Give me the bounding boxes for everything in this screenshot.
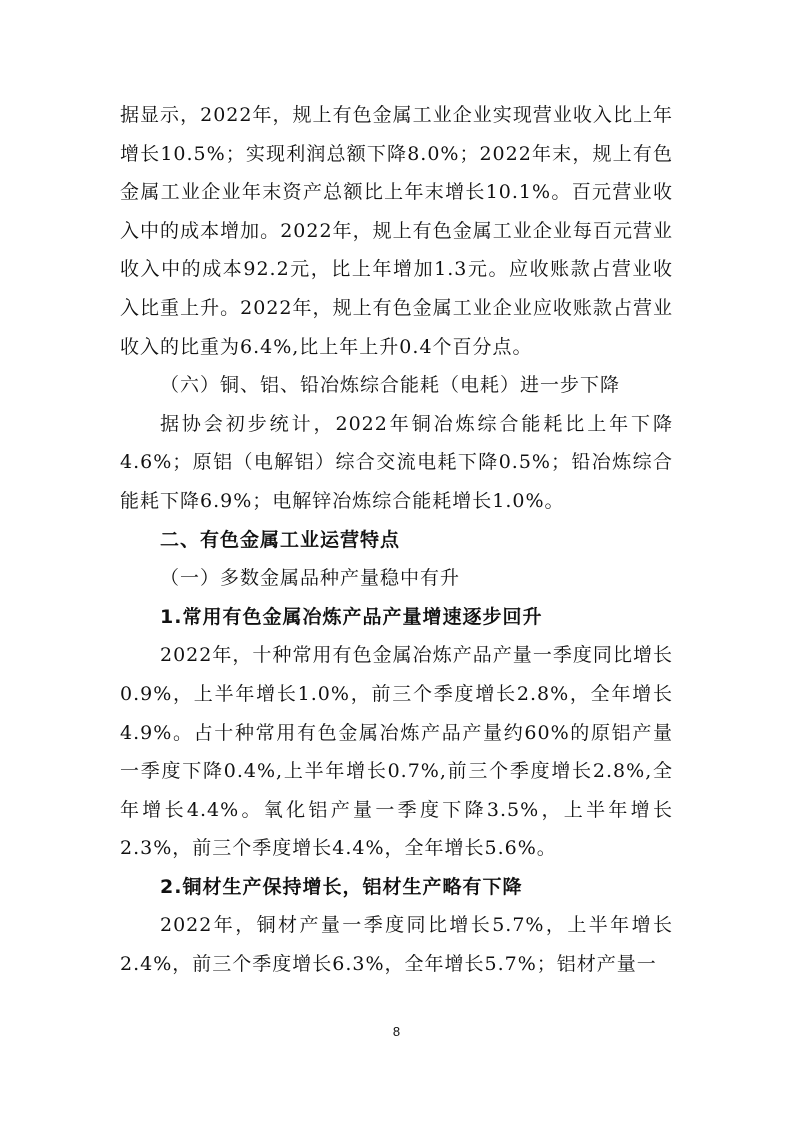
- document-body: [120, 96, 673, 984]
- paragraph-energy-stats: 据协会初步统计，2022年铜冶炼综合能耗比上年下降4.6%；原铝（电解铝）综合交流电耗下降0.5%；铅冶炼综合能耗下降6.9%；电解锌冶炼综合能耗增长1.0%。: [120, 412, 673, 512]
- heading-production-output: （一）多数金属品种产量稳中有升: [160, 567, 461, 590]
- paragraph-financials: 据显示，2022年，规上有色金属工业企业实现营业收入比上年增长10.5%；实现利润总额下降8.0%；2022年末，规上有色金属工业企业年末资产总额比上年末增长10.1%。百元营业收入中的成本增加。2022年，规上有色金属工业企业每百元营业收入中的成本92.2元，比上年增加1.3元。应收账款占营业收入比重上升。2022年，规上有色金属工业企业应收账款占营业收入的比重为6.4%,比上年上升0.4个百分点。: [120, 104, 673, 358]
- heading-section-two: 二、有色金属工业运营特点: [160, 528, 401, 551]
- heading-copper-aluminum: 2.铜材生产保持增长，铝材生产略有下降: [160, 875, 523, 898]
- heading-smelting-growth: 1.常用有色金属冶炼产品产量增速逐步回升: [160, 605, 543, 628]
- page-number: 8: [392, 1024, 401, 1039]
- paragraph-smelting-stats: 2022年，十种常用有色金属冶炼产品产量一季度同比增长0.9%，上半年增长1.0%，前三个季度增长2.8%，全年增长4.9%。占十种常用有色金属冶炼产品产量约60%的原铝产量一季度下降0.4%,上半年增长0.7%,前三个季度增长2.8%,全年增长4.4%。氧化铝产量一季度下降3.5%，上半年增长2.3%，前三个季度增长4.4%，全年增长5.6%。: [120, 644, 673, 860]
- heading-energy-consumption: （六）铜、铝、铅冶炼综合能耗（电耗）进一步下降: [160, 374, 621, 397]
- paragraph-copper-stats: 2022年，铜材产量一季度同比增长5.7%，上半年增长2.4%，前三个季度增长6.3%，全年增长5.7%；铝材产量一: [120, 914, 673, 976]
